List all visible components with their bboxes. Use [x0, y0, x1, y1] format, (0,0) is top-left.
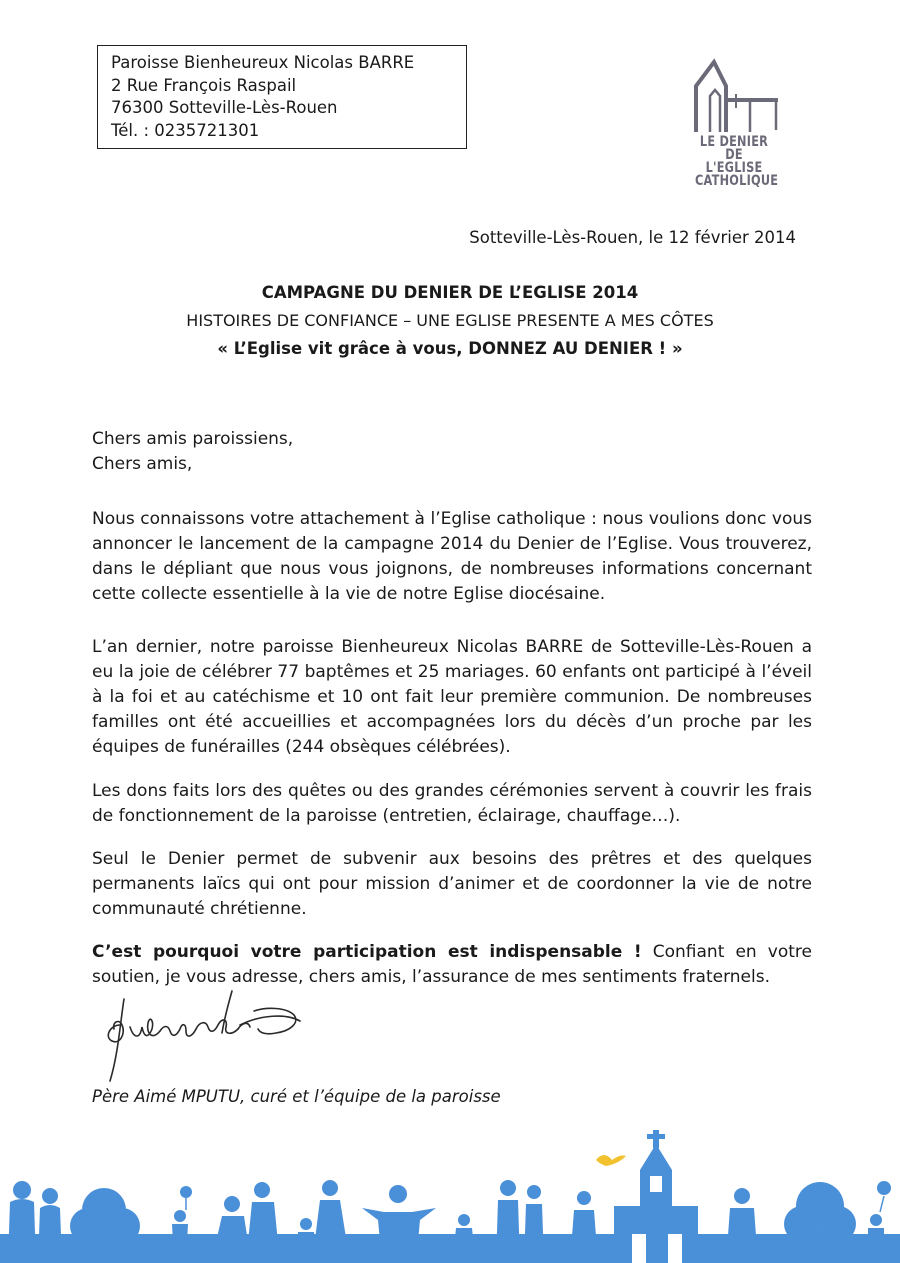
parish-name: Paroisse Bienheureux Nicolas BARRE — [111, 53, 415, 72]
salutation-line-1: Chers amis paroissiens, — [92, 429, 294, 449]
phone-number: Tél. : 0235721301 — [111, 120, 260, 140]
logo-line-1: LE DENIER — [699, 134, 769, 150]
dove-icon — [596, 1155, 626, 1166]
denier-logo — [684, 58, 784, 190]
closing-emphasis: C’est pourquoi votre participation est indispensable ! — [92, 942, 642, 962]
logo-line-3: CATHOLIQUE — [695, 173, 779, 189]
paragraph-closing — [92, 940, 812, 990]
logo-wordmark — [695, 134, 779, 189]
paragraph-intro: Nous connaissons votre attachement à l’Eglise catholique : nous voulions donc vous annoncer le lancement de la campagne 2014 du Denier de l’Eglise. Vous trouverez, dans le dépliant que nous vous joignons, de nombreuses informations concernant cette collecte essentielle à la vie de notre Eglise diocésaine. — [92, 509, 812, 604]
salutation-line-2: Chers amis, — [92, 454, 193, 474]
handwritten-signature — [90, 985, 310, 1085]
campaign-slogan: « L’Eglise vit grâce à vous, DONNEZ AU DENIER ! » — [217, 339, 683, 358]
logo-line-2: DE L'EGLISE — [705, 147, 763, 176]
campaign-subtitle: HISTOIRES DE CONFIANCE – UNE EGLISE PRESENTE A MES CÔTES — [186, 311, 714, 330]
sender-address-box — [97, 45, 467, 149]
signer-name: Père Aimé MPUTU, curé et l’équipe de la paroisse — [92, 1087, 501, 1106]
city-postcode: 76300 Sotteville-Lès-Rouen — [111, 98, 338, 117]
street-address: 2 Rue François Raspail — [111, 75, 297, 95]
campaign-title: CAMPAGNE DU DENIER DE L’EGLISE 2014 — [261, 283, 639, 302]
closing-text: Confiant en votre soutien, je vous adresse, chers amis, l’assurance de mes sentiments fraternels. — [92, 942, 812, 987]
campaign-heading — [0, 282, 900, 360]
community-silhouettes-illustration — [0, 1130, 900, 1263]
salutation — [92, 427, 812, 477]
letter-date: Sotteville-Lès-Rouen, le 12 février 2014 — [469, 228, 796, 247]
paragraph-denier: Seul le Denier permet de subvenir aux besoins des prêtres et des quelques permanents laïcs qui ont pour mission d’animer et de coordonner la vie de notre communauté chrétienne. — [92, 849, 812, 919]
paragraph-donations: Les dons faits lors des quêtes ou des grandes cérémonies servent à couvrir les frais de fonctionnement de la paroisse (entretien, éclairage, chauffage…). — [92, 781, 812, 826]
church-outline-icon — [690, 58, 780, 134]
paragraph-statistics: L’an dernier, notre paroisse Bienheureux Nicolas BARRE de Sotteville-Lès-Rouen a eu la joie de célébrer 77 baptêmes et 25 mariages. 60 enfants ont participé à l’éveil à la foi et au catéchisme et 10 ont fait leur première communion. De nombreuses familles ont été accueillies et accompagnées lors du décès d’un proche par les équipes de funérailles (244 obsèques célébrées). — [92, 637, 812, 757]
